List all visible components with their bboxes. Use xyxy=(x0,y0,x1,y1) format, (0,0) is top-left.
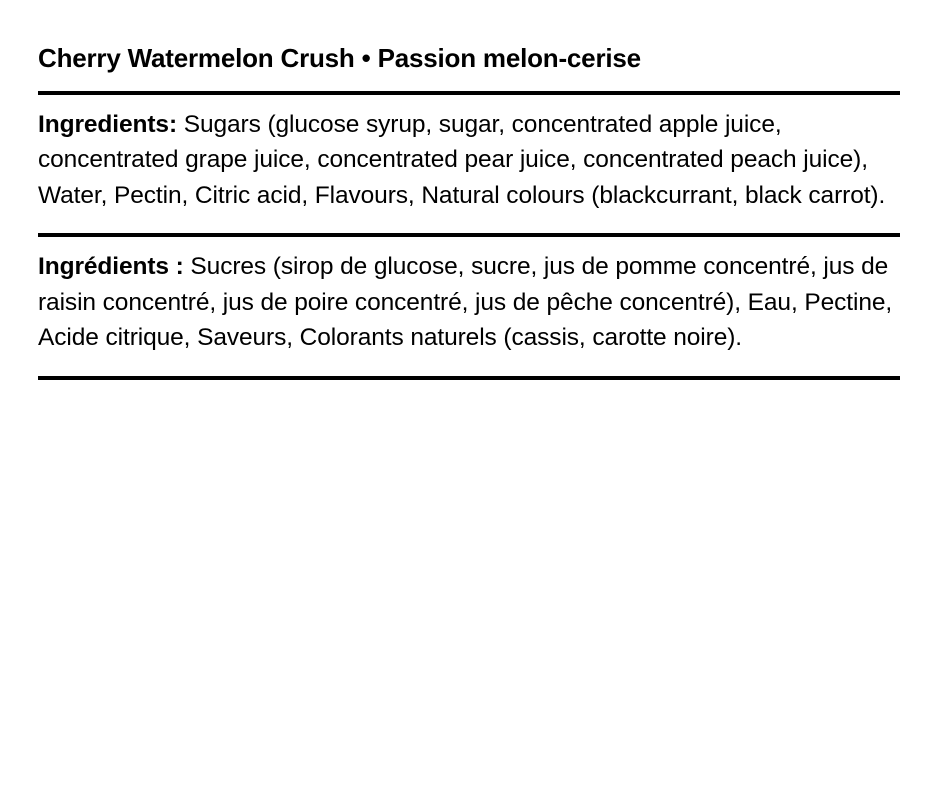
ingredients-paragraph-french xyxy=(38,249,900,356)
ingredients-heading-french: Ingrédients : xyxy=(38,253,184,281)
ingredients-body-french: Sucres (sirop de glucose, sucre, jus de pomme concentré, jus de raisin concentré, jus de poire concentré, jus de pêche concentré), Eau, Pectine, Acide citrique, Saveurs, Colorants naturels (cassis, carotte noire). xyxy=(38,253,893,352)
product-title: Cherry Watermelon Crush • Passion melon-cerise xyxy=(38,43,641,73)
ingredients-section-english xyxy=(38,95,900,228)
divider-bottom xyxy=(38,376,900,380)
ingredients-paragraph-english xyxy=(38,107,900,214)
ingredients-body-english: Sugars (glucose syrup, sugar, concentrated apple juice, concentrated grape juice, concentrated pear juice, concentrated peach juice), Water, Pectin, Citric acid, Flavours, Natural colours (blackcurrant, black carrot). xyxy=(38,110,886,209)
ingredients-section-french xyxy=(38,237,900,370)
ingredients-heading-english: Ingredients: xyxy=(38,110,178,138)
ingredients-label-panel xyxy=(38,44,900,380)
